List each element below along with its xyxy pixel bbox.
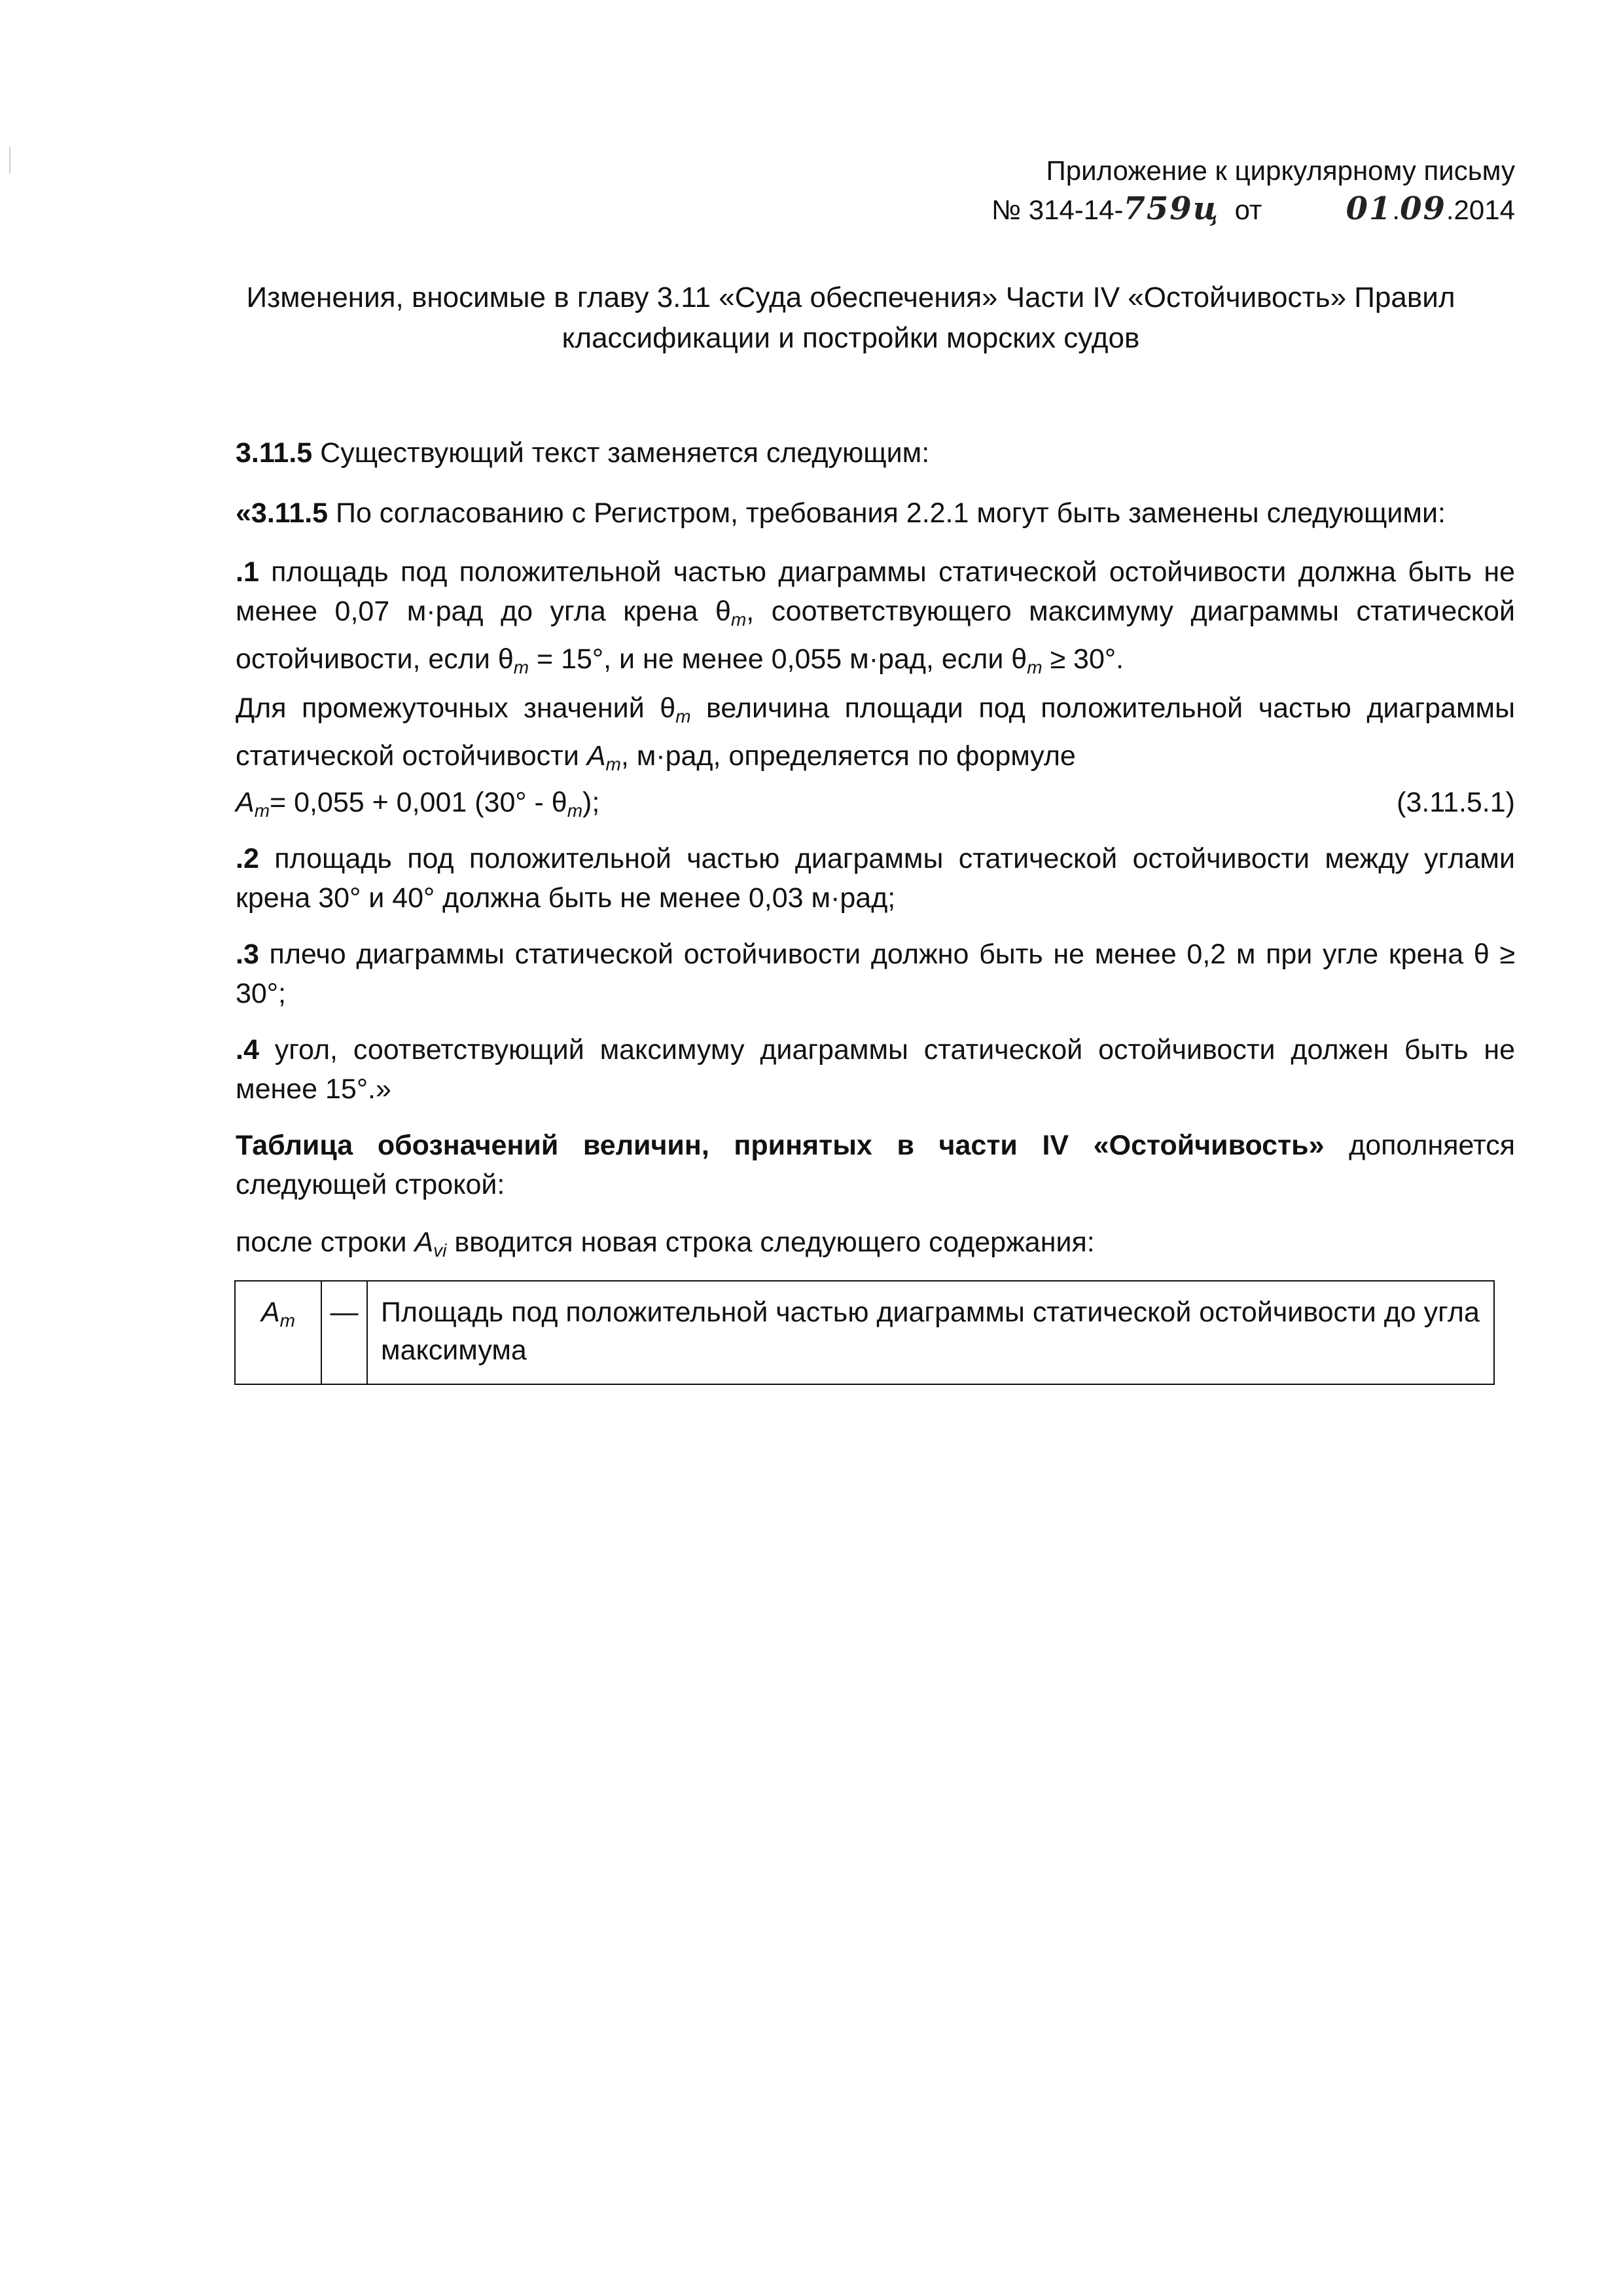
- scan-artifact-mark: [9, 147, 10, 173]
- paragraph-item-4: [236, 1030, 1515, 1109]
- symbol-table-note-text: дополняется следующей строкой:: [236, 1130, 1515, 1200]
- paragraph-symbol-table-note: [236, 1126, 1515, 1204]
- symbol-cell: [235, 1281, 321, 1384]
- document-title: [196, 278, 1505, 359]
- letter-number-line: [991, 190, 1515, 229]
- paragraph-after-row: [236, 1223, 1515, 1270]
- interm-text-b: величина площади под положительной частью диаграммы статической остойчивости: [236, 692, 1516, 772]
- subscript-m: m: [254, 800, 270, 821]
- item-3-number: .3: [236, 939, 259, 970]
- item-2-number: .2: [236, 843, 259, 874]
- formula-symbol-A: A: [236, 787, 255, 818]
- item-4-number: .4: [236, 1034, 259, 1066]
- paragraph-item-2: [236, 839, 1515, 918]
- item-1-text-a: площадь под положительной частью диаграммы статической остойчивости должна быть не менее 0,07 м·рад до угла крена θ: [236, 556, 1515, 627]
- paragraph-intro: [236, 493, 1515, 533]
- interm-text-a: Для промежуточных значений θ: [236, 692, 676, 724]
- item-3-text: плечо диаграммы статической остойчивости должно быть не менее 0,2 м при угле крена θ ≥ 30°;: [236, 939, 1515, 1009]
- dash-cell: —: [321, 1281, 367, 1384]
- symbol-table: [234, 1280, 1495, 1385]
- paragraph-intermediate-values: [236, 689, 1515, 784]
- intro-text: По согласованию с Регистром, требования 2.2.1 могут быть заменены следующими:: [328, 497, 1446, 529]
- item-1-text-d: ≥ 30°.: [1042, 643, 1124, 675]
- section-number: 3.11.5: [236, 437, 313, 469]
- description-cell: Площадь под положительной частью диаграммы статической остойчивости до угла максимума: [367, 1281, 1494, 1384]
- symbol-A: A: [414, 1227, 434, 1258]
- annex-line: Приложение к циркулярному письму: [1046, 155, 1515, 186]
- subscript-m: m: [1027, 657, 1043, 677]
- formula-text-b: );: [582, 787, 600, 818]
- formula-number: (3.11.5.1): [1397, 787, 1515, 818]
- table-symbol-A: A: [260, 1297, 280, 1328]
- intro-section-number: «3.11.5: [236, 497, 329, 529]
- title-line-1: Изменения, вносимые в главу 3.11 «Суда обеспечения» Части IV «Остойчивость» Правил: [246, 281, 1455, 314]
- paragraph-item-1: [236, 552, 1515, 687]
- handwritten-letter-number: 759ц: [1123, 190, 1220, 227]
- item-1-number: .1: [236, 556, 259, 588]
- subscript-m: m: [279, 1310, 295, 1331]
- symbol-A: A: [586, 740, 606, 772]
- after-text-b: вводится новая строка следующего содержания:: [446, 1227, 1095, 1258]
- letter-number-prefix: № 314-14-: [991, 194, 1124, 225]
- subscript-m: m: [675, 706, 691, 726]
- handwritten-date-month: 09: [1400, 190, 1446, 227]
- subscript-m: m: [513, 657, 529, 677]
- table-row: [235, 1281, 1494, 1384]
- subscript-m: m: [605, 754, 621, 774]
- handwritten-date-day: 01: [1346, 190, 1393, 227]
- annex-header: [991, 152, 1515, 229]
- interm-text-c: , м·рад, определяется по формуле: [620, 740, 1076, 772]
- formula-text-a: = 0,055 + 0,001 (30° - θ: [270, 787, 567, 818]
- date-separator: .: [1392, 194, 1400, 225]
- symbol-table-title: Таблица обозначений величин, принятых в части IV «Остойчивость»: [236, 1130, 1325, 1161]
- formula-3-11-5-1: [236, 783, 1515, 831]
- section-heading-text: Существующий текст заменяется следующим:: [312, 437, 930, 469]
- date-year: .2014: [1446, 194, 1515, 225]
- subscript-vi: vi: [433, 1240, 447, 1261]
- subscript-m: m: [567, 800, 583, 821]
- after-text-a: после строки: [236, 1227, 415, 1258]
- item-1-text-b: , соответствующего максимуму диаграммы статической остойчивости, если θ: [236, 596, 1515, 675]
- paragraph-item-3: [236, 935, 1515, 1013]
- date-from-label: от: [1234, 194, 1262, 225]
- item-2-text: площадь под положительной частью диаграммы статической остойчивости между углами крена 30° и 40° должна быть не менее 0,03 м·рад;: [236, 843, 1515, 914]
- item-4-text: угол, соответствующий максимуму диаграммы статической остойчивости должен быть не менее 15°.»: [236, 1034, 1515, 1105]
- subscript-m: m: [730, 609, 747, 630]
- item-1-text-c: = 15°, и не менее 0,055 м·рад, если θ: [529, 643, 1027, 675]
- title-line-2: классификации и постройки морских судов: [562, 322, 1140, 354]
- paragraph-section-heading: [236, 433, 1515, 473]
